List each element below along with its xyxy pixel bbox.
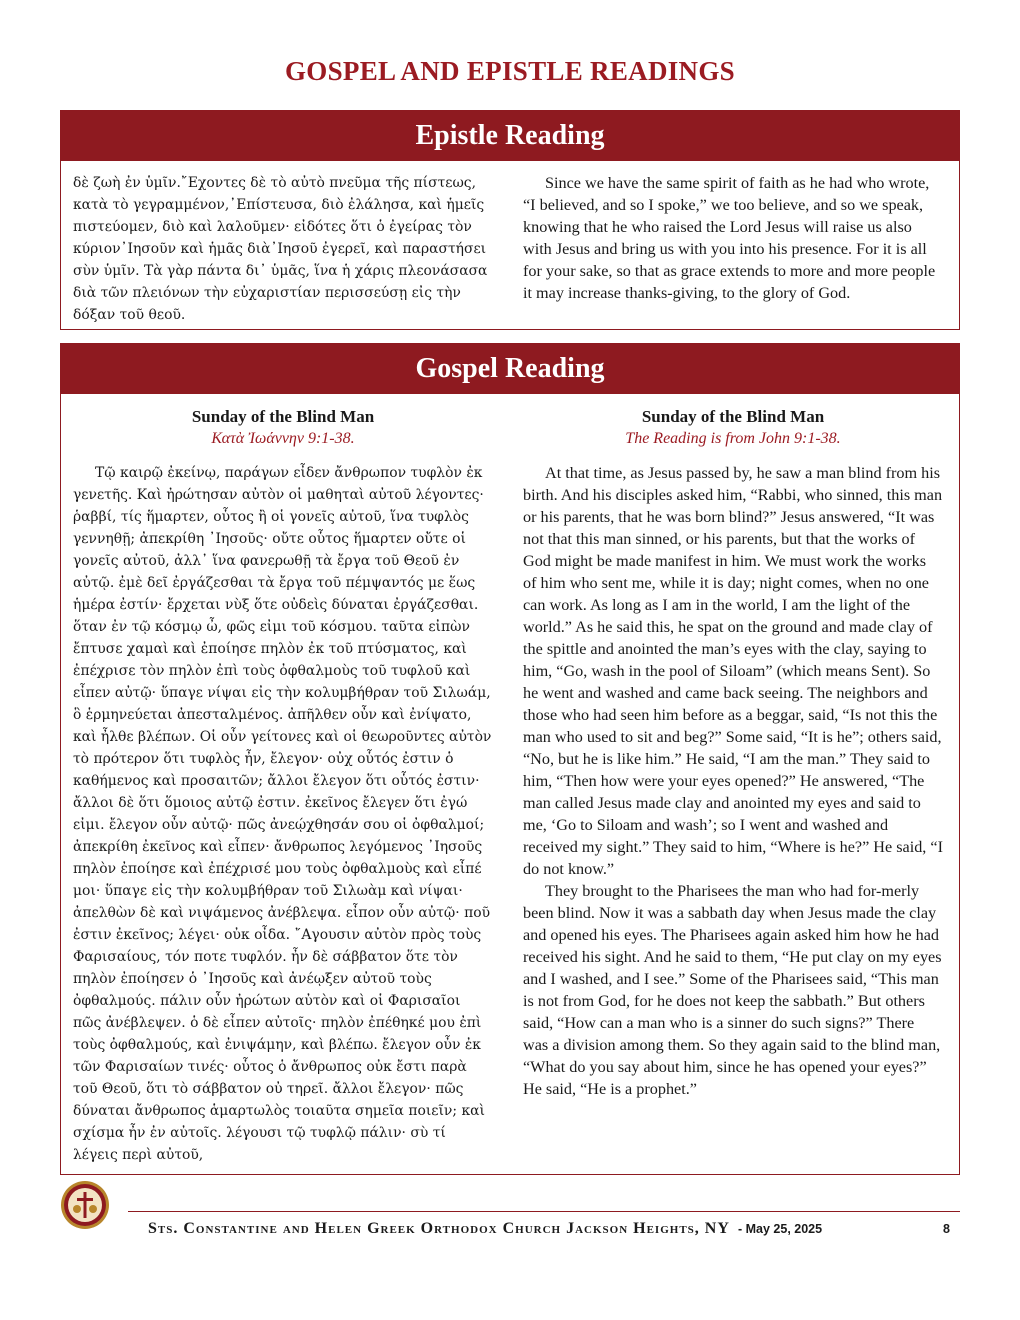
footer-rule	[128, 1211, 960, 1212]
epistle-greek-text: δὲ ζωὴ ἐν ὑμῖν.῎Εχοντες δὲ τὸ αὐτὸ πνεῦμα τῆς πίστεως, κατὰ τὸ γεγραμμένον,᾿Επίστευσα, διὸ ἐλάλησα, καὶ ἡμεῖς πιστεύομεν, διὸ καὶ λαλοῦμεν· εἰδότες ὅτι ὁ ἐγείρας τὸν κύριον᾿Ιησοῦν καὶ ἡμᾶς διὰ᾿Ιησοῦ ἐγερεῖ, καὶ παραστήσει σὺν ὑμῖν. Τὰ γὰρ πάντα δι᾿ ὑμᾶς, ἵνα ἡ χάρις πλεονάσασα διὰ τῶν πλειόνων τὴν εὐχαριστίαν περισσεύσῃ εἰς τὴν δόξαν τοῦ θεοῦ.	[73, 175, 488, 323]
gospel-section	[60, 343, 960, 1175]
church-seal-icon	[60, 1180, 110, 1230]
gospel-greek-reference: Κατὰ Ἰωάννην 9:1-38.	[211, 430, 355, 447]
gospel-greek-text: Τῷ καιρῷ ἐκείνῳ, παράγων εἶδεν ἄνθρωπον τυφλὸν ἐκ γενετῆς. Καὶ ἠρώτησαν αὐτὸν οἱ μαθηταὶ αὐτοῦ λέγοντες· ῥαββί, τίς ἥμαρτεν, οὗτος ἢ οἱ γονεῖς αὐτοῦ, ἵνα τυφλὸς γεννηθῇ; ἀπεκρίθη ᾿Ιησοῦς· οὔτε οὗτος ἥμαρτεν οὔτε οἱ γονεῖς αὐτοῦ, ἀλλ᾿ ἵνα φανερωθῇ τὰ ἔργα τοῦ Θεοῦ ἐν αὐτῷ. ἐμὲ δεῖ ἐργάζεσθαι τὰ ἔργα τοῦ πέμψαντός με ἕως ἡμέρα ἐστίν· ἔρχεται νὺξ ὅτε οὐδεὶς δύναται ἐργάζεσθαι. ὅταν ἐν τῷ κόσμῳ ὦ, φῶς εἰμι τοῦ κόσμου. ταῦτα εἰπὼν ἔπτυσε χαμαὶ καὶ ἐποίησε πηλὸν ἐκ τοῦ πτύσματος, καὶ ἐπέχρισε τὸν πηλὸν ἐπὶ τοὺς ὀφθαλμοὺς τοῦ τυφλοῦ καὶ εἶπεν αὐτῷ· ὕπαγε νίψαι εἰς τὴν κολυμβήθραν τοῦ Σιλωάμ, ὃ ἑρμηνεύεται ἀπεσταλμένος. ἀπῆλθεν οὖν καὶ ἐνίψατο, καὶ ἦλθε βλέπων. Οἱ οὖν γείτονες καὶ οἱ θεωροῦντες αὐτὸν τὸ πρότερον ὅτι τυφλὸς ἦν, ἔλεγον· οὐχ οὗτός ἐστιν ὁ καθήμενος καὶ προσαιτῶν; ἄλλοι ἔλεγον ὅτι οὗτός ἐστιν· ἄλλοι δὲ ὅτι ὅμοιος αὐτῷ ἐστιν. ἐκεῖνος ἔλεγεν ὅτι ἐγώ εἰμι. ἔλεγον οὖν αὐτῷ· πῶς ἀνεῴχθησάν σου οἱ ὀφθαλμοί; ἀπεκρίθη ἐκεῖνος καὶ εἶπεν· ἄνθρωπος λεγόμενος ᾿Ιησοῦς πηλὸν ἐποίησε καὶ ἐπέχρισέ μου τοὺς ὀφθαλμοὺς καὶ εἶπέ μοι· ὕπαγε εἰς τὴν κολυμβήθραν τοῦ Σιλωὰμ καὶ νίψαι· ἀπελθὼν δὲ καὶ νιψάμενος ἀνέβλεψα. εἶπον οὖν αὐτῷ· ποῦ ἐστιν ἐκεῖνος; λέγει· οὐκ οἶδα. ῎Αγουσιν αὐτὸν πρὸς τοὺς Φαρισαίους, τόν ποτε τυφλόν. ἦν δὲ σάββατον ὅτε τὸν πηλὸν ἐποίησεν ὁ ᾿Ιησοῦς καὶ ἀνέῳξεν αὐτοῦ τοὺς ὀφθαλμούς. πάλιν οὖν ἠρώτων αὐτὸν καὶ οἱ Φαρισαῖοι πῶς ἀνέβλεψεν. ὁ δὲ εἶπεν αὐτοῖς· πηλὸν ἐπέθηκέ μου ἐπὶ τοὺς ὀφθαλμούς, καὶ ἐνιψάμην, καὶ βλέπω. ἔλεγον οὖν ἐκ τῶν Φαρισαίων τινές· οὗτος ὁ ἄνθρωπος οὐκ ἔστι παρὰ τοῦ Θεοῦ, ὅτι τὸ σάββατον οὐ τηρεῖ. ἄλλοι ἔλεγον· πῶς δύναται ἄνθρωπος ἁμαρτωλὸς τοιαῦτα σημεῖα ποιεῖν; καὶ σχίσμα ἦν ἐν αὐτοῖς. λέγουσι τῷ τυφλῷ πάλιν· σὺ τί λέγεις περὶ αὐτοῦ,	[73, 465, 492, 1163]
gospel-english-title: Sunday of the Blind Man	[641, 407, 825, 426]
epistle-greek-column	[73, 172, 493, 326]
gospel-english-column	[523, 406, 943, 1166]
footer-church-name: Sts. Constantine and Helen Greek Orthodox Church Jackson Heights, NY	[148, 1220, 730, 1237]
gospel-heading: Gospel Reading	[61, 344, 959, 394]
epistle-section	[60, 110, 960, 330]
epistle-columns	[61, 161, 959, 326]
page-title: GOSPEL AND EPISTLE READINGS	[285, 56, 735, 86]
footer-page-number: 8	[943, 1222, 950, 1236]
gospel-columns	[61, 394, 959, 1166]
gospel-greek-column	[73, 406, 493, 1166]
gospel-english-paragraph-2: They brought to the Pharisees the man who had for-merly been blind. Now it was a sabbath day when Jesus made the clay and opened his eyes. The Pharisees again asked him how he had received his sight. And he said to them, “He put clay on my eyes and I washed, and I see.” Some of the Pharisees said, “This man is not from God, for he does not keep the sabbath.” But others said, “How can a man who is a sinner do such signs?” There was a division among them. So they again said to the blind man, “What do you say about him, since he has opened your eyes?” He said, “He is a prophet.”	[523, 882, 942, 1098]
gospel-english-paragraph-1: At that time, as Jesus passed by, he saw a man blind from his birth. And his disciples asked him, “Rabbi, who sinned, this man or his parents, that he was born blind?” Jesus answered, “It was not that this man sinned, or his parents, but that the works of God might be made manifest in him. We must work the works of him who sent me, while it is day; night comes, when no one can work. As long as I am in the world, I am the light of the world.” As he said this, he spat on the ground and made clay of the spittle and anointed the man’s eyes with the clay, saying to him, “Go, wash in the pool of Siloam” (which means Sent). So he went and washed and came back seeing. The neighbors and those who had seen him before as a beggar, said, “Is not this the man who used to sit and beg?” Some said, “It is he”; others said, “No, but he is like him.” He said, “I am the man.” They said to him, “Then how were your eyes opened?” He answered, “The man called Jesus made clay and anointed my eyes and said to me, ‘Go to Siloam and wash’; so I went and washed and received my sight.” They said to him, “Where is he?” He said, “I do not know.”	[523, 464, 943, 878]
epistle-heading: Epistle Reading	[61, 111, 959, 161]
gospel-english-reference: The Reading is from John 9:1-38.	[625, 430, 841, 447]
footer-date: - May 25, 2025	[738, 1222, 823, 1236]
epistle-english-text: Since we have the same spirit of faith as he had who wrote, “I believed, and so I spoke,” we too believe, and so we speak, knowing that he who raised the Lord Jesus will raise us also with Jesus and bring us with you into his presence. For it is all for your sake, so that as grace extends to more and more people it may increase thanks-giving, to the glory of God.	[523, 174, 936, 302]
epistle-english-column	[523, 172, 943, 326]
page-footer	[60, 1180, 960, 1240]
gospel-greek-title: Sunday of the Blind Man	[191, 407, 375, 426]
